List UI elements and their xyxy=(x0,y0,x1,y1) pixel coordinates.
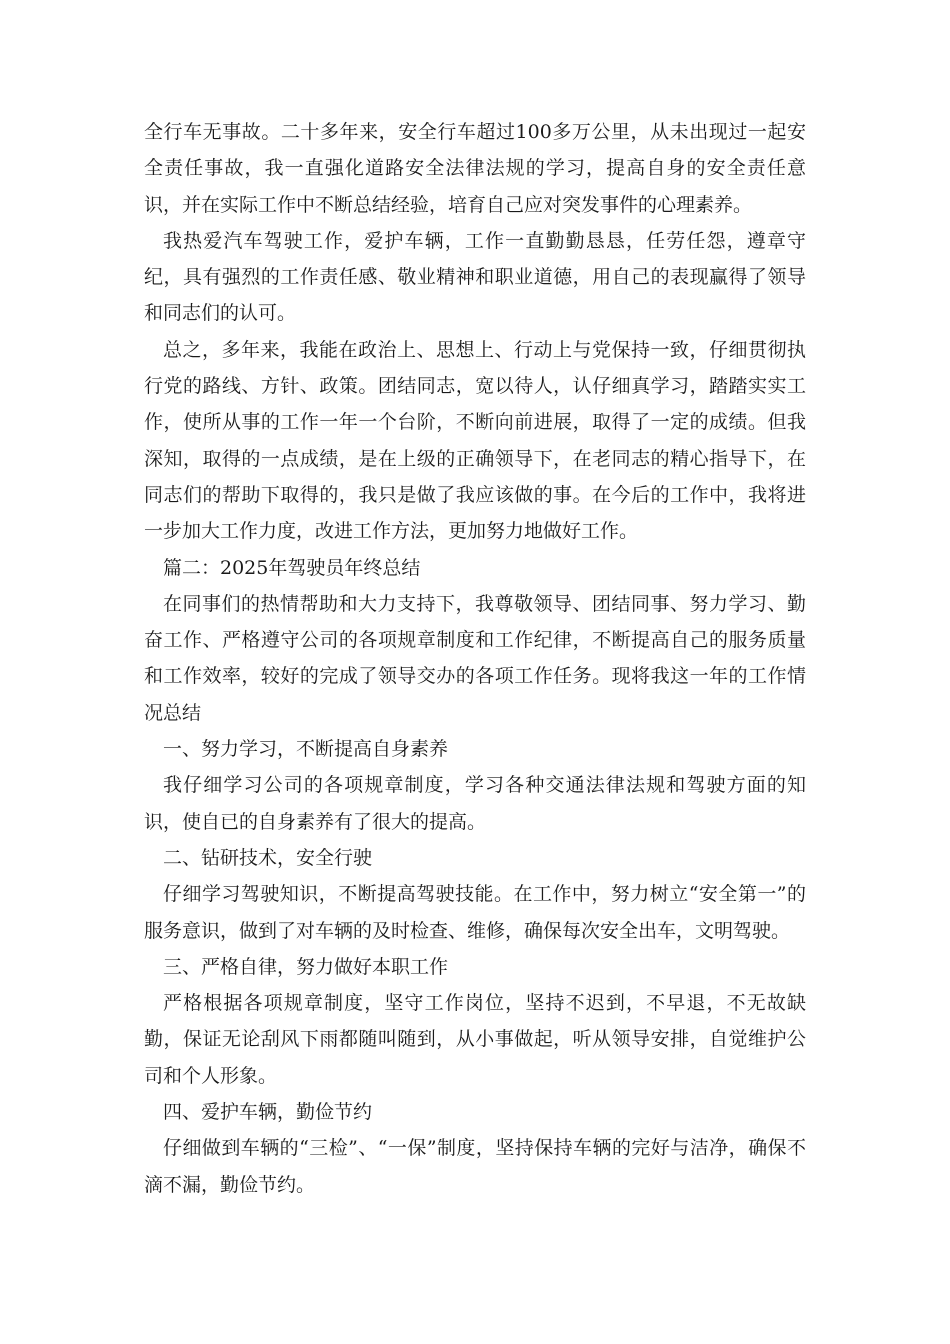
paragraph-technique: 仔细学习驾驶知识，不断提高驾驶技能。在工作中，努力树立“安全第一”的服务意识，做到了对车辆的及时检查、维修，确保每次安全出车，文明驾驶。 xyxy=(144,883,806,942)
heading-vehicle-care: 四、爱护车辆，勤俭节约 xyxy=(163,1101,373,1124)
paragraph-study: 我仔细学习公司的各项规章制度，学习各种交通法律法规和驾驶方面的知识，使自已的自身素养有了很大的提高。 xyxy=(144,774,806,833)
section-title-part-two: 篇二：2025年驾驶员年终总结 xyxy=(163,556,421,579)
heading-discipline: 三、严格自律，努力做好本职工作 xyxy=(163,955,449,978)
paragraph-discipline: 严格根据各项规章制度，坚守工作岗位，坚持不迟到，不早退，不无故缺勤，保证无论刮风下雨都随叫随到，从小事做起，听从领导安排，自觉维护公司和个人形象。 xyxy=(144,992,806,1087)
paragraph-vehicle-care: 仔细做到车辆的“三检”、“一保”制度，坚持保持车辆的完好与洁净，确保不滴不漏，勤俭节约。 xyxy=(144,1137,806,1196)
heading-technique: 二、钻研技术，安全行驶 xyxy=(163,846,373,869)
paragraph-love-of-driving: 我热爱汽车驾驶工作，爱护车辆，工作一直勤勤恳恳，任劳任怨，遵章守纪，具有强烈的工作责任感、敬业精神和职业道德，用自己的表现赢得了领导和同志们的认可。 xyxy=(144,229,806,325)
document-body xyxy=(144,114,806,1203)
paragraph-continuation: 全行车无事故。二十多年来，安全行车超过100多万公里，从未出现过一起安全责任事故，我一直强化道路安全法律法规的学习，提高自身的安全责任意识，并在实际工作中不断总结经验，培育自己应对突发事件的心理素养。 xyxy=(144,121,806,216)
heading-study: 一、努力学习，不断提高自身素养 xyxy=(163,738,449,761)
paragraph-summary: 总之，多年来，我能在政治上、思想上、行动上与党保持一致，仔细贯彻执行党的路线、方针、政策。团结同志，宽以待人，认仔细真学习，踏踏实实工作，使所从事的工作一年一个台阶，不断向前进展，取得了一定的成绩。但我深知，取得的一点成绩，是在上级的正确领导下，在老同志的精心指导下，在同志们的帮助下取得的，我只是做了我应该做的事。在今后的工作中，我将进一步加大工作力度，改进工作方法，更加努力地做好工作。 xyxy=(144,338,806,543)
paragraph-intro: 在同事们的热情帮助和大力支持下，我尊敬领导、团结同事、努力学习、勤奋工作、严格遵守公司的各项规章制度和工作纪律，不断提高自己的服务质量和工作效率，较好的完成了领导交办的各项工作任务。现将我这一年的工作情况总结 xyxy=(144,592,806,724)
